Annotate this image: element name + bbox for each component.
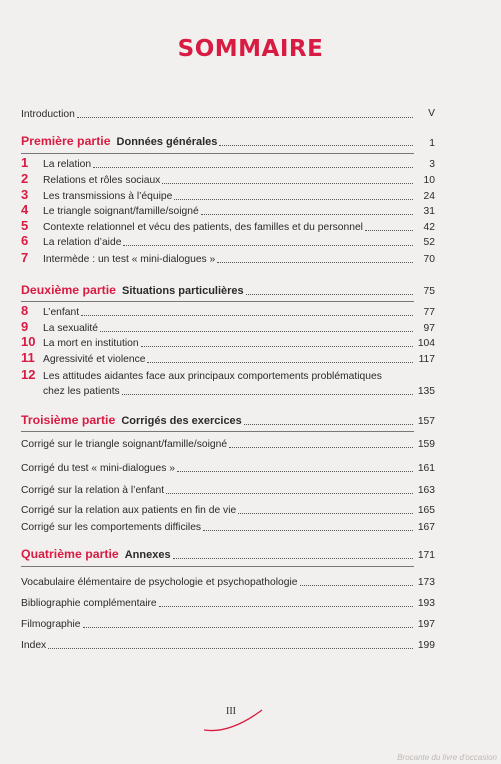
toc-entry[interactable] xyxy=(21,334,415,350)
dot-leader xyxy=(100,331,413,332)
toc-entry[interactable] xyxy=(21,250,415,266)
toc-page: 24 xyxy=(423,191,435,202)
toc-label: Relations et rôles sociaux xyxy=(43,175,161,186)
toc-label: Bibliographie complémentaire xyxy=(21,598,157,609)
chapter-number: 4 xyxy=(21,202,29,217)
dot-leader xyxy=(166,493,413,494)
toc-entry[interactable] xyxy=(21,171,415,187)
chapter-number: 3 xyxy=(21,187,29,202)
toc-page: 173 xyxy=(417,577,435,588)
dot-leader xyxy=(177,471,413,472)
toc-label: Filmographie xyxy=(21,619,81,630)
dot-leader xyxy=(244,424,413,425)
toc-entry[interactable] xyxy=(21,202,415,218)
dot-leader xyxy=(246,294,413,295)
dot-leader xyxy=(173,558,413,559)
toc-entry[interactable] xyxy=(21,639,415,652)
toc-label: Agressivité et violence xyxy=(43,354,146,365)
toc-entry-introduction[interactable] xyxy=(21,108,415,121)
dot-leader xyxy=(219,145,413,146)
toc-entry[interactable] xyxy=(21,462,415,475)
dot-leader xyxy=(201,214,413,215)
toc-page: 197 xyxy=(417,619,435,630)
part-subtitle: Données générales xyxy=(116,136,218,148)
toc-page: 52 xyxy=(423,237,435,248)
chapter-number: 1 xyxy=(21,155,29,170)
divider xyxy=(21,153,414,154)
dot-leader xyxy=(123,245,413,246)
dot-leader xyxy=(238,513,413,514)
dot-leader xyxy=(77,117,413,118)
part-subtitle: Corrigés des exercices xyxy=(121,415,242,427)
dot-leader xyxy=(174,199,413,200)
part-title: Première partie xyxy=(21,134,111,148)
toc-page: 193 xyxy=(417,598,435,609)
toc-page: 117 xyxy=(418,354,435,365)
toc-label: La relation d’aide xyxy=(43,237,122,248)
toc-entry[interactable] xyxy=(21,484,415,497)
toc-label: La sexualité xyxy=(43,323,98,334)
toc-page: 163 xyxy=(417,485,435,496)
dot-leader xyxy=(217,262,413,263)
dot-leader xyxy=(159,606,413,607)
chapter-number: 7 xyxy=(21,250,29,265)
part-title: Deuxième partie xyxy=(21,283,117,297)
divider xyxy=(21,566,414,567)
toc-page: 165 xyxy=(417,505,435,516)
toc-page: 75 xyxy=(423,286,435,297)
toc-entry[interactable] xyxy=(21,504,415,517)
chapter-number: 2 xyxy=(21,171,29,186)
toc-page: V xyxy=(428,108,435,119)
toc-page: 31 xyxy=(423,206,435,217)
dot-leader xyxy=(147,362,413,363)
toc-label: Le triangle soignant/famille/soigné xyxy=(43,206,199,217)
part-title: Quatrième partie xyxy=(21,547,119,561)
toc-page: 167 xyxy=(417,522,435,533)
toc-page: 135 xyxy=(417,386,435,397)
dot-leader xyxy=(83,627,413,628)
toc-entry[interactable] xyxy=(21,155,415,171)
toc-label: Les transmissions à l’équipe xyxy=(43,191,173,202)
toc-entry[interactable] xyxy=(21,350,415,366)
toc-entry[interactable] xyxy=(21,618,415,631)
chapter-number: 6 xyxy=(21,233,29,248)
toc-page: 1 xyxy=(429,138,435,149)
dot-leader xyxy=(48,648,413,649)
part-subtitle: Situations particulières xyxy=(122,285,244,297)
toc-part-1[interactable] xyxy=(21,136,415,149)
toc-entry[interactable] xyxy=(21,303,415,319)
toc-entry[interactable] xyxy=(21,597,415,610)
toc-page: 97 xyxy=(423,323,435,334)
divider xyxy=(21,431,414,432)
toc-label: Contexte relationnel et vécu des patients, des familles et du personnel xyxy=(43,222,363,233)
toc-page: 161 xyxy=(417,463,435,474)
toc-part-3[interactable] xyxy=(21,415,415,428)
dot-leader xyxy=(229,447,413,448)
toc-page: 199 xyxy=(417,640,435,651)
toc-label: L’enfant xyxy=(43,307,80,318)
toc-page: 157 xyxy=(417,416,435,427)
toc-page: 171 xyxy=(417,550,435,561)
toc-page: 104 xyxy=(417,338,435,349)
chapter-number: 9 xyxy=(21,319,29,334)
toc-label: La mort en institution xyxy=(43,338,139,349)
toc-part-4[interactable] xyxy=(21,549,415,562)
toc-entry[interactable] xyxy=(21,521,415,534)
dot-leader xyxy=(203,530,413,531)
toc-label: Corrigé sur les comportements difficiles xyxy=(21,522,202,533)
toc-page: 42 xyxy=(423,222,435,233)
toc-label: Introduction xyxy=(21,109,75,120)
toc-entry-12[interactable] xyxy=(21,367,415,383)
toc-label: chez les patients xyxy=(43,386,120,397)
toc-page: 70 xyxy=(423,254,435,265)
toc-label: Les attitudes aidantes face aux principaux comportements problématiques xyxy=(43,371,382,382)
watermark: Brocante du livre d'occasion xyxy=(397,753,497,762)
toc-page: 159 xyxy=(417,439,435,450)
toc-entry-12-cont[interactable] xyxy=(43,385,415,398)
toc-label: Index xyxy=(21,640,47,651)
part-subtitle: Annexes xyxy=(124,549,171,561)
divider xyxy=(21,301,414,302)
toc-entry[interactable] xyxy=(21,233,415,249)
chapter-number: 12 xyxy=(21,367,36,382)
toc-part-2[interactable] xyxy=(21,285,415,298)
toc-label: Corrigé sur le triangle soignant/famille/soigné xyxy=(21,439,228,450)
chapter-number: 8 xyxy=(21,303,29,318)
toc-entry[interactable] xyxy=(21,218,415,234)
chapter-number: 11 xyxy=(21,350,35,365)
toc-entry[interactable] xyxy=(21,187,415,203)
toc-entry[interactable] xyxy=(21,438,415,451)
dot-leader xyxy=(162,183,413,184)
dot-leader xyxy=(93,167,413,168)
toc-label: Intermède : un test « mini-dialogues » xyxy=(43,254,216,265)
toc-entry[interactable] xyxy=(21,576,415,589)
chapter-number: 5 xyxy=(21,218,29,233)
part-title: Troisième partie xyxy=(21,413,116,427)
page-number: III xyxy=(226,706,236,717)
toc-entry[interactable] xyxy=(21,319,415,335)
dot-leader xyxy=(141,346,413,347)
toc-page: 10 xyxy=(423,175,435,186)
page-title: SOMMAIRE xyxy=(177,36,324,62)
toc-label: La relation xyxy=(43,159,92,170)
toc-label: Corrigé sur la relation à l’enfant xyxy=(21,485,165,496)
dot-leader xyxy=(81,315,413,316)
toc-label: Corrigé du test « mini-dialogues » xyxy=(21,463,175,474)
toc-page: 3 xyxy=(429,159,435,170)
chapter-number: 10 xyxy=(21,334,36,349)
toc-label: Vocabulaire élémentaire de psychologie et psychopathologie xyxy=(21,577,298,588)
dot-leader xyxy=(122,394,413,395)
toc-label: Corrigé sur la relation aux patients en fin de vie xyxy=(21,505,237,516)
toc-page: 77 xyxy=(423,307,435,318)
